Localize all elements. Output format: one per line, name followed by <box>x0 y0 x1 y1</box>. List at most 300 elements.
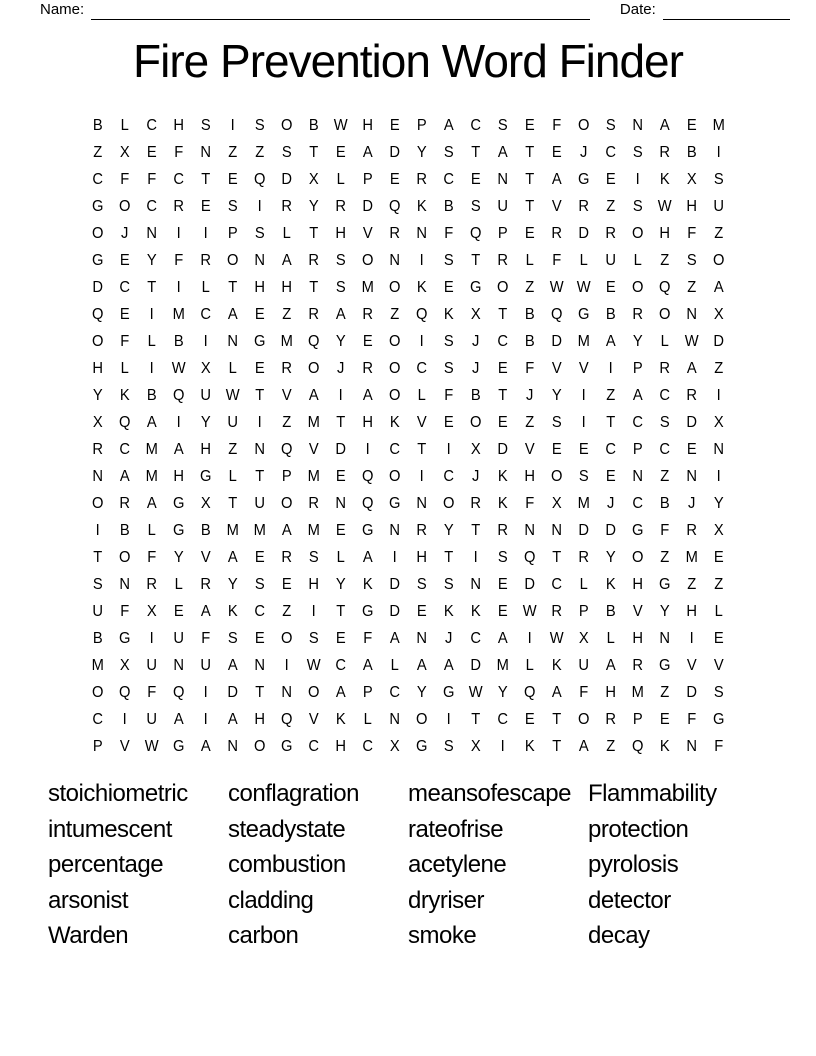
grid-letter: S <box>92 575 103 593</box>
grid-letter: N <box>389 710 400 728</box>
grid-letter: T <box>471 710 480 728</box>
grid-letter: O <box>307 359 319 377</box>
grid-letter: N <box>632 467 643 485</box>
grid-letter: N <box>632 116 643 134</box>
grid-letter: X <box>92 413 103 431</box>
grid-letter: H <box>335 737 346 755</box>
grid-letter: I <box>176 224 181 242</box>
grid-letter: O <box>388 359 400 377</box>
grid-letter: C <box>443 467 454 485</box>
grid-letter: L <box>120 116 129 134</box>
grid-letter: Q <box>361 494 373 512</box>
grid-letter: G <box>712 710 724 728</box>
grid-letter: I <box>95 521 100 539</box>
grid-letter: B <box>308 116 319 134</box>
grid-letter: Z <box>390 305 399 323</box>
grid-letter: T <box>309 278 318 296</box>
grid-letter: T <box>552 737 561 755</box>
grid-letter: H <box>686 602 697 620</box>
grid-letter: S <box>443 737 454 755</box>
grid-letter: C <box>416 359 427 377</box>
grid-letter: I <box>716 386 721 404</box>
grid-letter: K <box>416 278 427 296</box>
grid-letter: Q <box>415 305 427 323</box>
grid-letter: A <box>227 710 238 728</box>
grid-letter: Z <box>660 683 669 701</box>
grid-letter: S <box>227 197 238 215</box>
grid-letter: F <box>525 359 534 377</box>
grid-letter: P <box>92 737 103 755</box>
grid-letter: T <box>255 386 264 404</box>
grid-letter: P <box>362 683 373 701</box>
grid-letter: E <box>362 332 373 350</box>
grid-letter: C <box>497 332 508 350</box>
grid-letter: O <box>388 332 400 350</box>
grid-letter: F <box>552 251 561 269</box>
grid-letter: Q <box>631 737 643 755</box>
grid-letter: D <box>686 683 697 701</box>
grid-letter: E <box>281 575 292 593</box>
grid-letter: I <box>608 359 613 377</box>
grid-letter: C <box>335 656 346 674</box>
grid-letter: K <box>497 467 508 485</box>
grid-letter: I <box>311 602 316 620</box>
grid-letter: R <box>146 575 157 593</box>
grid-letter: H <box>200 440 211 458</box>
grid-letter: N <box>92 467 103 485</box>
grid-letter: R <box>281 359 292 377</box>
grid-letter: A <box>578 737 589 755</box>
grid-letter: S <box>308 548 319 566</box>
grid-letter: J <box>472 332 479 350</box>
grid-letter: M <box>631 683 644 701</box>
grid-letter: O <box>280 629 292 647</box>
date-fill-line <box>663 2 790 20</box>
grid-letter: O <box>469 413 481 431</box>
grid-letter: D <box>281 170 292 188</box>
grid-letter: A <box>551 170 562 188</box>
grid-letter: F <box>579 683 588 701</box>
grid-letter: G <box>172 737 184 755</box>
grid-letter: T <box>228 278 237 296</box>
grid-letter: R <box>578 197 589 215</box>
grid-letter: E <box>524 710 535 728</box>
grid-letter: Z <box>255 143 264 161</box>
grid-letter: Y <box>335 332 346 350</box>
grid-letter: E <box>416 602 427 620</box>
grid-letter: N <box>254 251 265 269</box>
grid-letter: P <box>362 170 373 188</box>
letter-grid <box>84 112 732 760</box>
grid-letter: Y <box>713 494 724 512</box>
grid-letter: K <box>497 494 508 512</box>
grid-letter: B <box>686 143 697 161</box>
grid-letter: F <box>444 224 453 242</box>
grid-letter: C <box>389 683 400 701</box>
grid-letter: I <box>257 413 262 431</box>
grid-letter: T <box>444 548 453 566</box>
grid-letter: G <box>577 305 589 323</box>
grid-letter: X <box>686 170 697 188</box>
grid-letter: X <box>470 737 481 755</box>
grid-letter: V <box>281 386 292 404</box>
grid-letter: A <box>308 386 319 404</box>
grid-letter: N <box>713 440 724 458</box>
grid-letter: E <box>497 575 508 593</box>
grid-letter: K <box>659 170 670 188</box>
grid-letter: D <box>389 575 400 593</box>
grid-letter: E <box>605 170 616 188</box>
grid-letter: G <box>388 494 400 512</box>
grid-letter: V <box>416 413 427 431</box>
grid-letter: M <box>577 332 590 350</box>
grid-letter: E <box>605 278 616 296</box>
grid-letter: A <box>362 548 373 566</box>
grid-letter: K <box>389 413 400 431</box>
grid-letter: C <box>254 602 265 620</box>
grid-letter: W <box>576 278 591 296</box>
grid-letter: O <box>388 467 400 485</box>
grid-letter: A <box>200 602 211 620</box>
grid-letter: L <box>579 251 588 269</box>
grid-letter: Z <box>687 575 696 593</box>
grid-letter: Z <box>93 143 102 161</box>
grid-letter: Y <box>173 548 184 566</box>
grid-letter: I <box>446 440 451 458</box>
grid-letter: N <box>524 521 535 539</box>
grid-letter: X <box>119 143 130 161</box>
grid-letter: H <box>335 224 346 242</box>
grid-letter: C <box>119 278 130 296</box>
grid-letter: C <box>200 305 211 323</box>
grid-letter: I <box>446 710 451 728</box>
grid-letter: I <box>176 413 181 431</box>
word-list-item: combustion <box>228 851 346 878</box>
grid-letter: R <box>632 305 643 323</box>
grid-letter: N <box>416 494 427 512</box>
grid-letter: N <box>146 224 157 242</box>
grid-letter: R <box>497 521 508 539</box>
grid-letter: N <box>497 170 508 188</box>
grid-letter: M <box>172 305 185 323</box>
grid-letter: A <box>389 629 400 647</box>
grid-letter: H <box>92 359 103 377</box>
grid-letter: Z <box>282 305 291 323</box>
grid-letter: C <box>173 170 184 188</box>
grid-letter: O <box>631 278 643 296</box>
grid-letter: D <box>497 440 508 458</box>
grid-letter: G <box>577 170 589 188</box>
grid-letter: W <box>306 656 321 674</box>
grid-letter: G <box>415 737 427 755</box>
grid-letter: U <box>200 386 211 404</box>
grid-letter: A <box>281 521 292 539</box>
grid-letter: F <box>363 629 372 647</box>
grid-letter: J <box>472 359 479 377</box>
grid-letter: S <box>281 143 292 161</box>
grid-letter: E <box>254 629 265 647</box>
grid-letter: G <box>658 656 670 674</box>
grid-letter: B <box>200 521 211 539</box>
grid-letter: E <box>335 521 346 539</box>
grid-letter: L <box>606 629 615 647</box>
grid-letter: D <box>578 521 589 539</box>
grid-letter: M <box>145 440 158 458</box>
grid-letter: Z <box>606 737 615 755</box>
grid-letter: V <box>524 440 535 458</box>
grid-letter: O <box>118 197 130 215</box>
grid-letter: V <box>200 548 211 566</box>
grid-letter: Y <box>146 251 157 269</box>
grid-letter: G <box>361 602 373 620</box>
grid-letter: E <box>686 116 697 134</box>
grid-letter: U <box>146 710 157 728</box>
grid-letter: G <box>280 737 292 755</box>
grid-letter: K <box>659 737 670 755</box>
grid-letter: T <box>147 278 156 296</box>
grid-letter: L <box>525 251 534 269</box>
grid-letter: C <box>443 170 454 188</box>
grid-letter: G <box>631 521 643 539</box>
grid-letter: S <box>254 224 265 242</box>
grid-letter: J <box>337 359 344 377</box>
grid-letter: R <box>686 386 697 404</box>
word-list-item: Warden <box>48 922 129 949</box>
grid-letter: R <box>632 656 643 674</box>
grid-letter: E <box>254 548 265 566</box>
grid-letter: B <box>146 386 157 404</box>
grid-letter: A <box>362 386 373 404</box>
grid-letter: Q <box>469 224 481 242</box>
grid-letter: Z <box>228 440 237 458</box>
grid-letter: A <box>605 656 616 674</box>
grid-letter: U <box>200 656 211 674</box>
grid-letter: U <box>146 656 157 674</box>
grid-letter: I <box>203 683 208 701</box>
grid-letter: O <box>388 278 400 296</box>
grid-letter: O <box>226 251 238 269</box>
grid-letter: U <box>578 656 589 674</box>
grid-letter: T <box>255 467 264 485</box>
grid-letter: V <box>551 359 562 377</box>
grid-letter: I <box>203 332 208 350</box>
grid-letter: S <box>335 251 346 269</box>
grid-letter: P <box>632 710 643 728</box>
grid-letter: O <box>91 494 103 512</box>
grid-letter: H <box>308 575 319 593</box>
grid-letter: W <box>684 332 699 350</box>
grid-letter: A <box>362 656 373 674</box>
grid-letter: I <box>500 737 505 755</box>
grid-letter: B <box>524 305 535 323</box>
grid-letter: R <box>308 305 319 323</box>
grid-letter: U <box>713 197 724 215</box>
grid-letter: R <box>578 548 589 566</box>
grid-letter: L <box>120 359 129 377</box>
grid-letter: Y <box>416 143 427 161</box>
grid-letter: Z <box>660 251 669 269</box>
grid-letter: N <box>551 521 562 539</box>
word-list-item: conflagration <box>228 780 359 807</box>
grid-letter: S <box>416 575 427 593</box>
grid-letter: A <box>335 305 346 323</box>
grid-letter: T <box>336 413 345 431</box>
name-fill-line <box>91 2 590 20</box>
grid-letter: D <box>92 278 103 296</box>
grid-letter: C <box>119 440 130 458</box>
grid-letter: G <box>361 521 373 539</box>
grid-letter: E <box>254 359 265 377</box>
word-list-item: cladding <box>228 886 314 914</box>
grid-letter: Z <box>525 413 534 431</box>
grid-letter: Y <box>308 197 319 215</box>
grid-letter: S <box>659 413 670 431</box>
grid-letter: E <box>389 170 400 188</box>
grid-letter: Y <box>335 575 346 593</box>
grid-letter: I <box>716 467 721 485</box>
grid-letter: I <box>149 359 154 377</box>
grid-letter: E <box>173 602 184 620</box>
grid-letter: C <box>362 737 373 755</box>
grid-letter: B <box>605 602 616 620</box>
grid-letter: E <box>686 440 697 458</box>
grid-letter: E <box>443 278 454 296</box>
grid-letter: G <box>658 575 670 593</box>
grid-letter: G <box>118 629 130 647</box>
grid-letter: Q <box>658 278 670 296</box>
grid-letter: U <box>497 197 508 215</box>
grid-letter: E <box>335 143 346 161</box>
grid-letter: X <box>389 737 400 755</box>
grid-letter: L <box>633 251 642 269</box>
grid-letter: C <box>497 710 508 728</box>
grid-letter: A <box>200 737 211 755</box>
grid-letter: I <box>338 386 343 404</box>
grid-letter: E <box>254 305 265 323</box>
grid-letter: N <box>200 143 211 161</box>
grid-letter: E <box>146 143 157 161</box>
grid-letter: K <box>119 386 130 404</box>
grid-letter: F <box>714 737 723 755</box>
grid-letter: H <box>173 116 184 134</box>
grid-letter: R <box>362 305 373 323</box>
grid-letter: R <box>659 143 670 161</box>
grid-letter: R <box>659 359 670 377</box>
grid-letter: L <box>417 386 426 404</box>
grid-letter: K <box>227 602 238 620</box>
grid-letter: I <box>392 548 397 566</box>
grid-letter: O <box>550 467 562 485</box>
grid-letter: A <box>173 710 184 728</box>
grid-letter: E <box>335 629 346 647</box>
grid-letter: N <box>416 629 427 647</box>
word-column <box>48 776 228 954</box>
grid-letter: L <box>336 170 345 188</box>
grid-letter: O <box>91 224 103 242</box>
grid-letter: F <box>687 224 696 242</box>
grid-letter: E <box>524 224 535 242</box>
grid-letter: W <box>333 116 348 134</box>
grid-letter: X <box>713 413 724 431</box>
word-column <box>408 776 588 954</box>
grid-letter: R <box>497 251 508 269</box>
grid-letter: L <box>336 548 345 566</box>
grid-letter: E <box>605 467 616 485</box>
grid-letter: Z <box>606 197 615 215</box>
grid-letter: Q <box>172 683 184 701</box>
grid-letter: D <box>686 413 697 431</box>
grid-letter: B <box>173 332 184 350</box>
grid-letter: R <box>119 494 130 512</box>
grid-letter: Q <box>280 440 292 458</box>
grid-letter: D <box>605 521 616 539</box>
grid-letter: E <box>578 440 589 458</box>
grid-letter: U <box>173 629 184 647</box>
grid-letter: M <box>496 656 509 674</box>
grid-letter: A <box>416 656 427 674</box>
grid-letter: T <box>417 440 426 458</box>
word-column <box>228 776 408 954</box>
grid-letter: R <box>416 521 427 539</box>
grid-letter: C <box>551 575 562 593</box>
grid-letter: K <box>605 575 616 593</box>
grid-letter: P <box>497 224 508 242</box>
grid-letter: M <box>361 278 374 296</box>
grid-letter: S <box>632 197 643 215</box>
grid-letter: N <box>470 575 481 593</box>
grid-letter: U <box>254 494 265 512</box>
grid-letter: O <box>658 305 670 323</box>
grid-letter: A <box>227 656 238 674</box>
grid-letter: I <box>203 710 208 728</box>
grid-letter: A <box>632 386 643 404</box>
grid-letter: X <box>713 521 724 539</box>
grid-letter: V <box>308 710 319 728</box>
grid-letter: Z <box>282 413 291 431</box>
grid-letter: G <box>199 467 211 485</box>
grid-letter: R <box>335 197 346 215</box>
grid-letter: B <box>605 305 616 323</box>
grid-letter: E <box>551 143 562 161</box>
grid-letter: Q <box>118 413 130 431</box>
grid-letter: M <box>712 116 725 134</box>
grid-letter: R <box>389 224 400 242</box>
grid-letter: O <box>91 683 103 701</box>
grid-letter: R <box>362 359 373 377</box>
grid-letter: M <box>280 332 293 350</box>
grid-letter: M <box>307 467 320 485</box>
grid-letter: L <box>147 332 156 350</box>
grid-letter: M <box>307 521 320 539</box>
grid-letter: O <box>415 710 427 728</box>
grid-letter: G <box>91 197 103 215</box>
grid-letter: D <box>551 332 562 350</box>
word-list-item: Flammability <box>588 780 717 807</box>
grid-letter: O <box>91 332 103 350</box>
grid-letter: Y <box>443 521 454 539</box>
grid-letter: S <box>254 575 265 593</box>
grid-letter: X <box>470 305 481 323</box>
grid-letter: J <box>526 386 533 404</box>
grid-letter: C <box>146 116 157 134</box>
grid-letter: L <box>660 332 669 350</box>
grid-letter: I <box>284 656 289 674</box>
grid-letter: I <box>365 440 370 458</box>
grid-letter: O <box>118 548 130 566</box>
grid-letter: K <box>443 602 454 620</box>
grid-letter: I <box>176 278 181 296</box>
grid-letter: Z <box>282 602 291 620</box>
